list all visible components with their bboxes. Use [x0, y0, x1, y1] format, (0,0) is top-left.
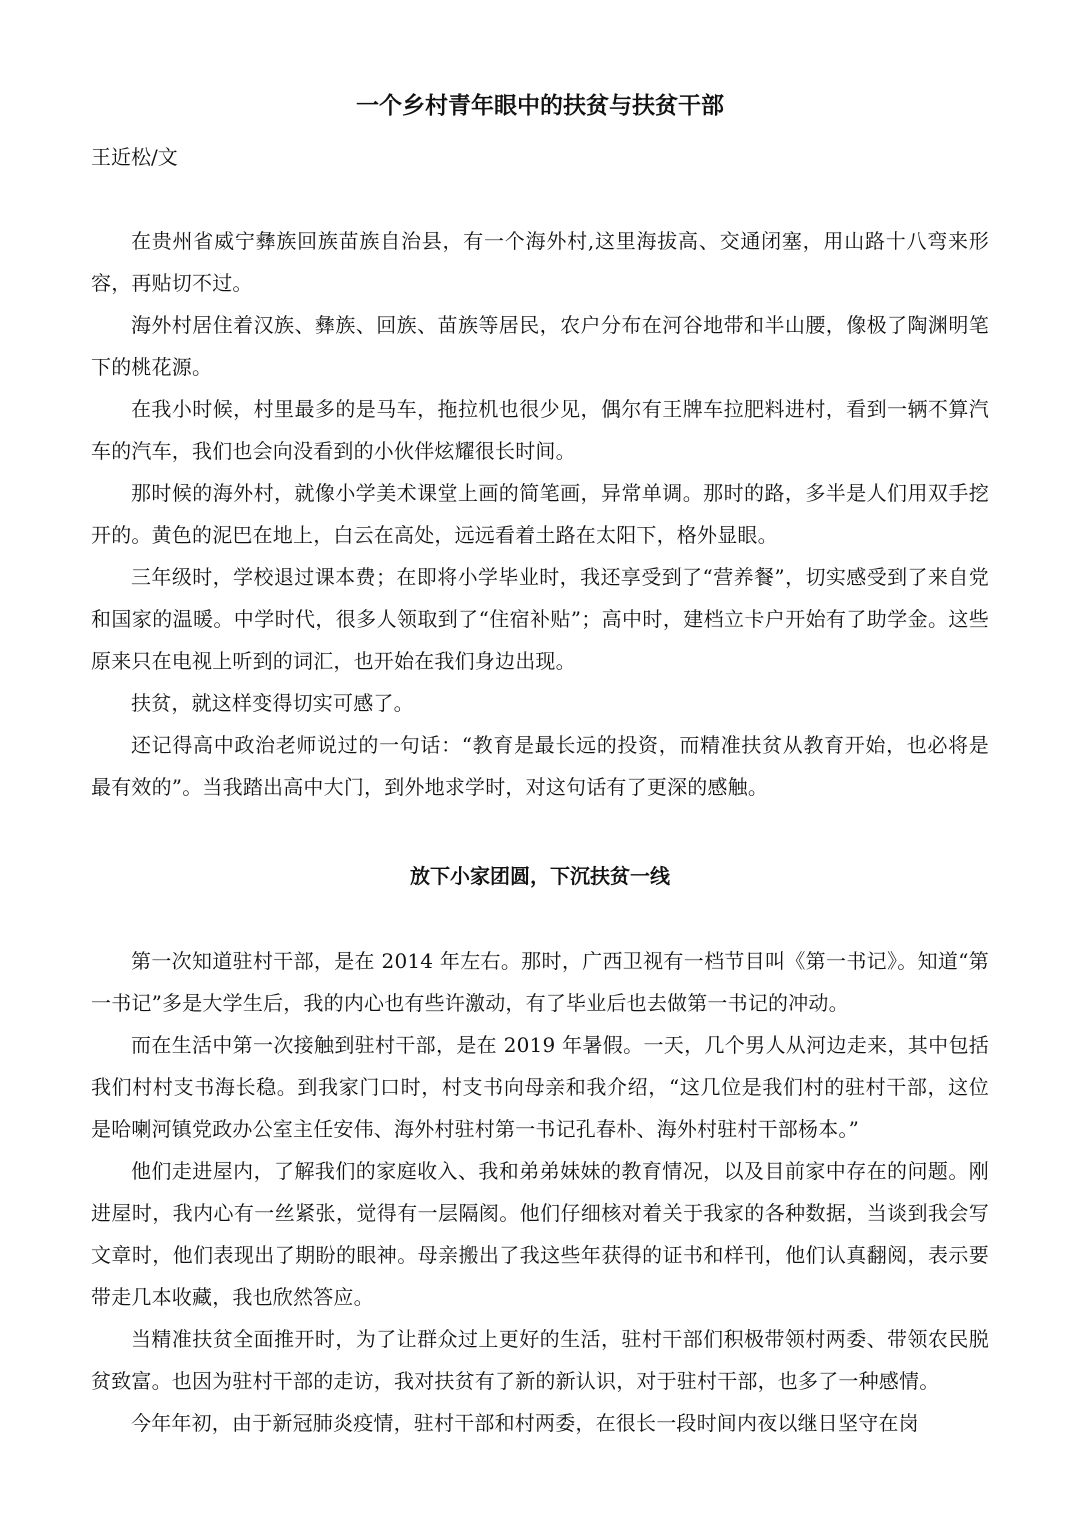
paragraph: 三年级时，学校退过课本费；在即将小学毕业时，我还享受到了“营养餐”，切实感受到了来自党和国家的温暖。中学时代，很多人领取到了“住宿补贴”；高中时，建档立卡户开始有了助学金。这些原来只在电视上听到的词汇，也开始在我们身边出现。 — [91, 565, 989, 673]
paragraph: 在贵州省威宁彝族回族苗族自治县，有一个海外村,这里海拔高、交通闭塞，用山路十八弯来形容，再贴切不过。 — [91, 229, 989, 295]
article-title: 一个乡村青年眼中的扶贫与扶贫干部 — [356, 93, 724, 119]
paragraph: 他们走进屋内，了解我们的家庭收入、我和弟弟妹妹的教育情况，以及目前家中存在的问题。刚进屋时，我内心有一丝紧张，觉得有一层隔阂。他们仔细核对着关于我家的各种数据，当谈到我会写文章时，他们表现出了期盼的眼神。母亲搬出了我这些年获得的证书和样刊，他们认真翻阅，表示要带走几本收藏，我也欣然答应。 — [91, 1159, 989, 1309]
paragraph: 扶贫，就这样变得切实可感了。 — [131, 691, 414, 715]
article-body-part1 — [91, 220, 989, 808]
section-heading: 放下小家团圆，下沉扶贫一线 — [410, 864, 670, 888]
paragraph: 在我小时候，村里最多的是马车，拖拉机也很少见，偶尔有王牌车拉肥料进村，看到一辆不算汽车的汽车，我们也会向没看到的小伙伴炫耀很长时间。 — [91, 397, 989, 463]
paragraph: 而在生活中第一次接触到驻村干部，是在 2019 年暑假。一天，几个男人从河边走来，其中包括我们村村支书海长稳。到我家门口时，村支书向母亲和我介绍，“这几位是我们村的驻村干部，这位是哈喇河镇党政办公室主任安伟、海外村驻村第一书记孔春朴、海外村驻村干部杨本。” — [91, 1033, 989, 1141]
paragraph: 第一次知道驻村干部，是在 2014 年左右。那时，广西卫视有一档节目叫《第一书记》。知道“第一书记”多是大学生后，我的内心也有些许激动，有了毕业后也去做第一书记的冲动。 — [91, 949, 989, 1015]
article-author: 王近松/文 — [91, 145, 178, 169]
paragraph: 当精准扶贫全面推开时，为了让群众过上更好的生活，驻村干部们积极带领村两委、带领农民脱贫致富。也因为驻村干部的走访，我对扶贫有了新的新认识，对于驻村干部，也多了一种感情。 — [91, 1327, 989, 1393]
paragraph: 那时候的海外村，就像小学美术课堂上画的简笔画，异常单调。那时的路，多半是人们用双手挖开的。黄色的泥巴在地上，白云在高处，远远看着土路在太阳下，格外显眼。 — [91, 481, 989, 547]
article-body-part2 — [91, 940, 989, 1444]
paragraph: 今年年初，由于新冠肺炎疫情，驻村干部和村两委，在很长一段时间内夜以继日坚守在岗 — [131, 1411, 919, 1435]
paragraph: 海外村居住着汉族、彝族、回族、苗族等居民，农户分布在河谷地带和半山腰，像极了陶渊明笔下的桃花源。 — [91, 313, 989, 379]
paragraph: 还记得高中政治老师说过的一句话：“教育是最长远的投资，而精准扶贫从教育开始，也必将是最有效的”。当我踏出高中大门，到外地求学时，对这句话有了更深的感触。 — [91, 733, 989, 799]
